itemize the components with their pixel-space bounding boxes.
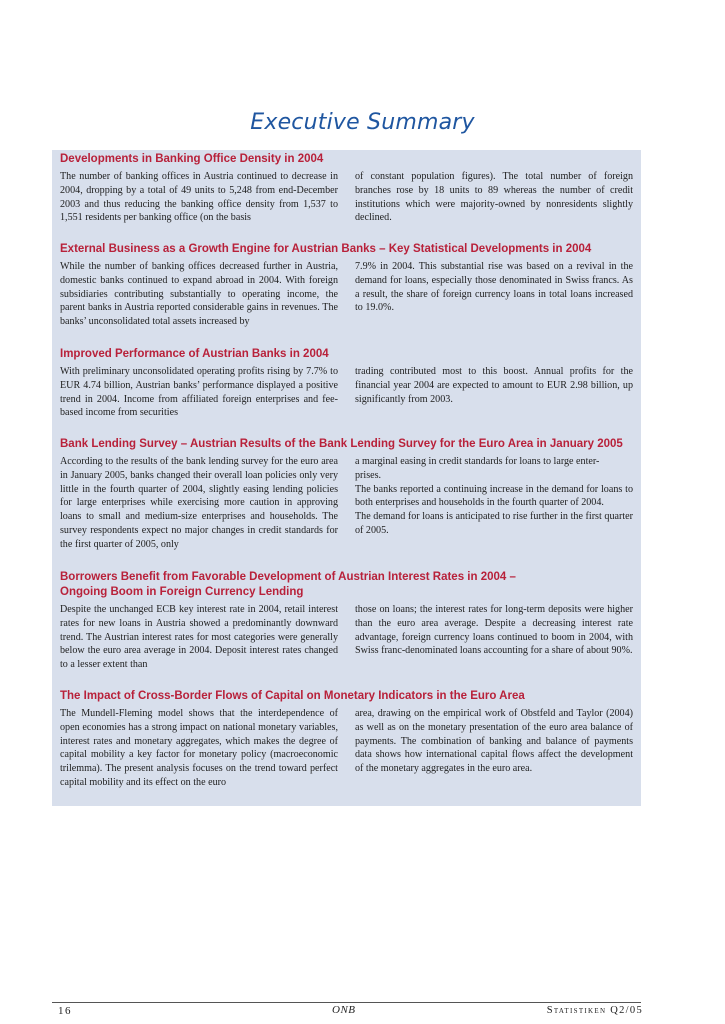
section-external-business bbox=[60, 242, 633, 329]
page-number: 16 bbox=[58, 1005, 72, 1017]
section-text-right: area, drawing on the empirical work of Obstfeld and Taylor (2004) as well as on the monetary presentation of the euro area balance of payments. The combination of banking and balance of payments data shows how international capital flows affect the development of the monetary aggregates in the euro area. bbox=[355, 708, 633, 774]
section-heading: Developments in Banking Office Density in 2004 bbox=[60, 153, 324, 165]
section-text-right: those on loans; the interest rates for long-term deposits were higher than the euro area average. Despite a decreasing interest rate advantage, foreign currency loans continued to boom in 2004, with Swiss franc-denominated loans accounting for a share of about 90%. bbox=[355, 604, 633, 657]
onb-logo: ONB bbox=[332, 1004, 356, 1016]
section-heading: Bank Lending Survey – Austrian Results of the Bank Lending Survey for the Euro Area in January 2005 bbox=[60, 438, 623, 450]
footer-divider bbox=[52, 1002, 641, 1003]
section-heading-line2: Ongoing Boom in Foreign Currency Lending bbox=[60, 586, 304, 598]
section-text-left: According to the results of the bank lending survey for the euro area in January 2005, banks changed their overall loan policies only very little in the fourth quarter of 2004, slightly easing lending policies for large enterprises while exercising more caution in approving loans to small and medium-size enterprises and households. The survey respondents expect no major changes in credit standards for the first quarter of 2005, only bbox=[60, 456, 338, 550]
section-heading: Improved Performance of Austrian Banks in 2004 bbox=[60, 348, 329, 360]
section-text-left: Despite the unchanged ECB key interest rate in 2004, retail interest rates for new loans in Austria showed a predominantly downward trend. The Austrian interest rates for most categories were generally below the euro area average in 2004. Deposit interest rates changed to a lesser extent than bbox=[60, 604, 338, 670]
section-heading-line1: Borrowers Benefit from Favorable Development of Austrian Interest Rates in 2004 – bbox=[60, 571, 516, 583]
section-text-left: The number of banking offices in Austria continued to decrease in 2004, dropping by a total of 49 units to 5,248 from end-December 2003 and thus reducing the banking office density from 1,537 to 1,551 residents per banking office (on the basis bbox=[60, 171, 338, 224]
section-cross-border-flows bbox=[60, 689, 633, 790]
publication-name: Statistiken Q2/05 bbox=[546, 1005, 643, 1016]
page-title: Executive Summary bbox=[250, 110, 475, 135]
section-heading bbox=[60, 570, 633, 600]
section-text-right: of constant population figures). The total number of foreign branches rose by 18 units to 89 whereas the number of credit institutions which were majority-owned by nonresidents slightly declined. bbox=[355, 171, 633, 224]
section-heading: The Impact of Cross-Border Flows of Capital on Monetary Indicators in the Euro Area bbox=[60, 690, 525, 702]
section-heading: External Business as a Growth Engine for Austrian Banks – Key Statistical Developments in 2004 bbox=[60, 243, 592, 255]
section-performance bbox=[60, 347, 633, 420]
section-banking-office-density bbox=[60, 152, 633, 225]
section-text-right: trading contributed most to this boost. Annual profits for the financial year 2004 are expected to amount to EUR 2.98 billion, up significantly from 2003. bbox=[355, 366, 633, 405]
section-bank-lending-survey bbox=[60, 437, 633, 551]
summary-panel bbox=[52, 150, 641, 806]
section-text-right: a marginal easing in credit standards for loans to large enter- prises. The banks reported a continuing increase in the demand for loans to both enterprises and households in the fourth quarter of 2004. The demand for loans is anticipated to rise further in the first quarter of 2005. bbox=[355, 456, 633, 536]
section-interest-rates bbox=[60, 570, 633, 672]
section-text-left: While the number of banking offices decreased further in Austria, domestic banks continued to expand abroad in 2004. With foreign subsidiaries contributing substantially to operating income, the parent banks in Austria reported considerable gains in revenues. The banks’ unconsolidated total assets increased by bbox=[60, 261, 338, 327]
section-text-right: 7.9% in 2004. This substantial rise was based on a revival in the demand for loans, especially those denominated in Swiss francs. As a result, the share of foreign currency loans in total loans increased to 19.0%. bbox=[355, 261, 633, 314]
section-text-left: With preliminary unconsolidated operating profits rising by 7.7% to EUR 4.74 billion, Austrian banks’ performance displayed a positive trend in 2004. Income from affiliated foreign enterprises and fee-based income from securities bbox=[60, 366, 338, 419]
section-text-left: The Mundell-Fleming model shows that the interdependence of open economies has a strong impact on national monetary variables, interest rates and monetary aggregates, which makes the degree of capital mobility a key factor for monetary policy (macroeconomic trilemma). The present analysis focuses on the trend toward perfect capital mobility and its effect on the euro bbox=[60, 708, 338, 788]
